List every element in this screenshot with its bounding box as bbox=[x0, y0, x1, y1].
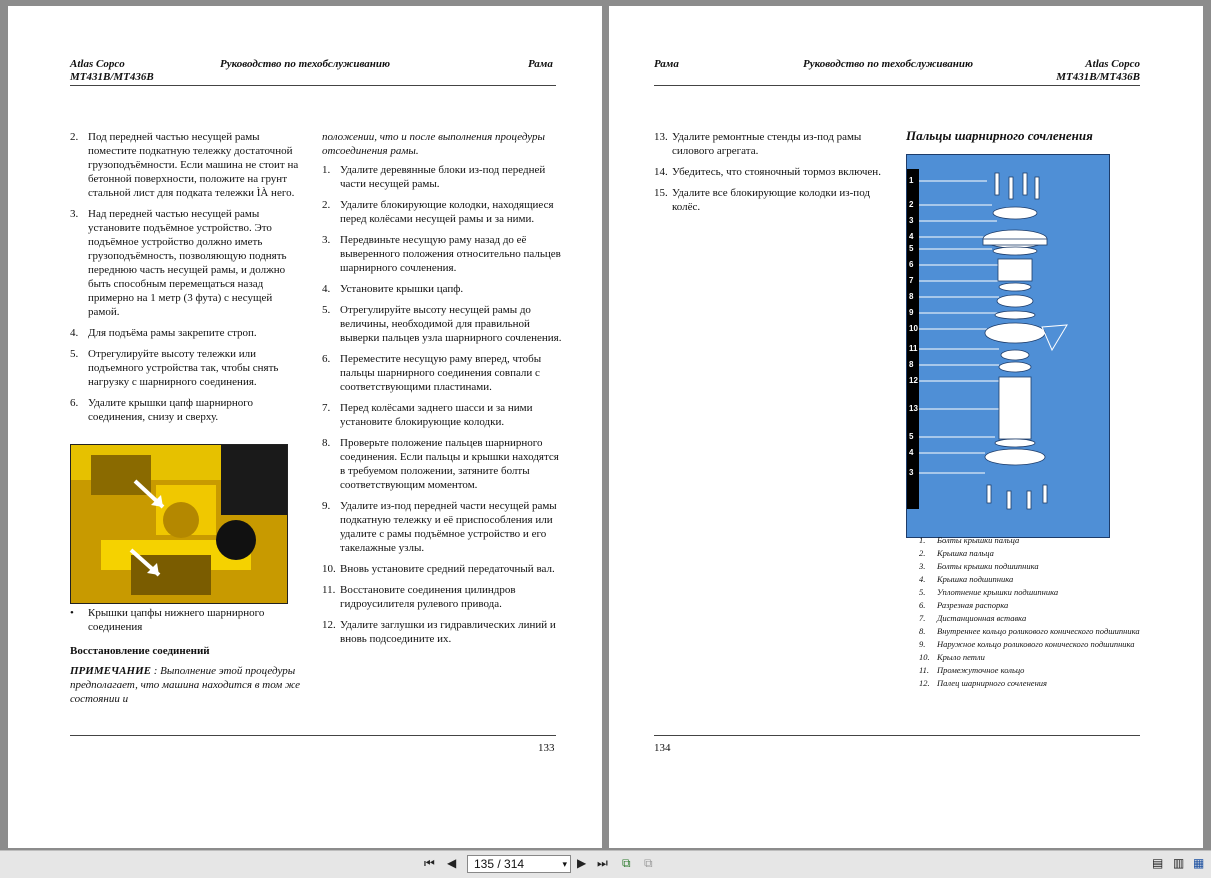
item-number: 13. bbox=[654, 131, 668, 143]
pivot-pin-exploded-diagram bbox=[906, 154, 1110, 538]
header-brand: Atlas Copco bbox=[1085, 58, 1140, 70]
header-section: Рама bbox=[654, 58, 679, 70]
header-rule bbox=[654, 85, 1140, 86]
item-number: 3. bbox=[70, 208, 79, 220]
item-text: Удалите блокирующие колодки, находящиеся перед колёсами несущей рамы и за ними. bbox=[340, 199, 554, 225]
legend-number: 2. bbox=[919, 548, 926, 558]
diagram-callout-number: 7 bbox=[909, 276, 914, 285]
note-block bbox=[70, 664, 302, 706]
item-text: Для подъёма рамы закрепите строп. bbox=[88, 327, 257, 339]
item-number: 9. bbox=[322, 500, 331, 512]
item-number: 1. bbox=[322, 164, 331, 176]
item-number: 5. bbox=[70, 348, 79, 360]
procedure-step bbox=[70, 326, 302, 340]
legend-item bbox=[919, 625, 1149, 638]
legend-item bbox=[919, 677, 1149, 690]
diagram-callout-number: 13 bbox=[909, 404, 918, 413]
right-column-1 bbox=[654, 130, 890, 221]
legend-number: 1. bbox=[919, 535, 926, 545]
item-number: 3. bbox=[322, 234, 331, 246]
bullet: • bbox=[70, 607, 74, 619]
legend-number: 10. bbox=[919, 652, 930, 662]
legend-number: 4. bbox=[919, 574, 926, 584]
item-text: Перед колёсами заднего шасси и за ними установите блокирующие колодки. bbox=[340, 402, 533, 428]
item-number: 11. bbox=[322, 584, 336, 596]
left-column-1 bbox=[70, 130, 302, 431]
procedure-step bbox=[322, 562, 562, 576]
procedure-step bbox=[70, 130, 302, 200]
procedure-step bbox=[322, 198, 562, 226]
left-column-2 bbox=[322, 163, 562, 653]
item-text: Под передней частью несущей рамы поместите подкатную тележку достаточной грузоподъёмности. Если машина не стоит на бетонной поверхности, положите на грунт стальной лист для подката тележки ÌÀ него. bbox=[88, 131, 299, 199]
two-page-view-icon[interactable]: ▦ bbox=[1193, 856, 1205, 870]
legend-text: Наружное кольцо роликового конического подшипника bbox=[937, 639, 1135, 649]
diagram-callout-number: 8 bbox=[909, 360, 914, 369]
item-number: 6. bbox=[322, 353, 331, 365]
legend-number: 12. bbox=[919, 678, 930, 688]
diagram-callout-number: 11 bbox=[909, 344, 918, 353]
item-text: Отрегулируйте высоту тележки или подъемного устройства так, чтобы снять нагрузку с шарнирного соединения. bbox=[88, 348, 279, 388]
header-brand-block bbox=[1049, 58, 1140, 84]
item-text: Вновь установите средний передаточный вал. bbox=[340, 563, 555, 575]
legend-item bbox=[919, 560, 1149, 573]
procedure-step bbox=[654, 130, 890, 158]
item-text: Установите крышки цапф. bbox=[340, 283, 464, 295]
diagram-callout-number: 8 bbox=[909, 292, 914, 301]
header-brand-block bbox=[70, 58, 154, 84]
legend-number: 11. bbox=[919, 665, 929, 675]
photo-caption: Крышки цапфы нижнего шарнирного соединения bbox=[88, 607, 265, 633]
item-number: 5. bbox=[322, 304, 331, 316]
section-title: Восстановление соединений bbox=[70, 645, 210, 657]
legend-number: 8. bbox=[919, 626, 926, 636]
viewer-toolbar bbox=[0, 850, 1211, 878]
item-text: Удалите ремонтные стенды из-под рамы силового агрегата. bbox=[672, 131, 862, 157]
legend-number: 3. bbox=[919, 561, 926, 571]
page-number: 133 bbox=[538, 742, 555, 754]
diagram-callout-number: 6 bbox=[909, 260, 914, 269]
item-number: 10. bbox=[322, 563, 336, 575]
diagram-callout-number: 9 bbox=[909, 308, 914, 317]
prev-page-icon[interactable]: ◀ bbox=[447, 856, 457, 870]
item-number: 12. bbox=[322, 619, 336, 631]
next-page-icon[interactable]: ▶ bbox=[577, 856, 587, 870]
item-text: Удалите заглушки из гидравлических линий и вновь подсоедините их. bbox=[340, 619, 556, 645]
procedure-step bbox=[70, 347, 302, 389]
legend-text: Болты крышки пальца bbox=[937, 535, 1020, 545]
item-number: 6. bbox=[70, 397, 79, 409]
diagram-callout-number: 10 bbox=[909, 324, 918, 333]
legend-item bbox=[919, 638, 1149, 651]
legend-item bbox=[919, 586, 1149, 599]
go-back-view-icon[interactable]: ⧉ bbox=[622, 856, 631, 870]
item-text: Передвиньте несущую раму назад до её выверенного положения относительно пальцев шарнирного сочленения. bbox=[340, 234, 561, 274]
diagram-callout-number: 1 bbox=[909, 176, 914, 185]
diagram-callout-number: 3 bbox=[909, 216, 914, 225]
right-page bbox=[609, 6, 1203, 848]
procedure-step bbox=[322, 303, 562, 345]
legend-item bbox=[919, 651, 1149, 664]
first-page-icon[interactable]: ⏮ bbox=[424, 856, 435, 870]
legend-text: Внутреннее кольцо роликового конического подшипника bbox=[937, 626, 1140, 636]
header-title: Руководство по техобслуживанию bbox=[220, 58, 391, 70]
procedure-step bbox=[70, 396, 302, 424]
dropdown-arrow-icon[interactable]: ▾ bbox=[562, 859, 567, 869]
item-number: 4. bbox=[322, 283, 331, 295]
item-text: Удалите из-под передней части несущей рамы подкатную тележку и её приспособления или удалите с рамы подъёмное устройство и его такелажные узлы. bbox=[340, 500, 557, 554]
header-model: MT431B/MT436B bbox=[1056, 71, 1140, 83]
procedure-step bbox=[322, 436, 562, 492]
diagram-callout-number: 3 bbox=[909, 468, 914, 477]
col2-intro: положении, что и после выполнения процедуры отсоединения рамы. bbox=[322, 131, 545, 157]
footer-rule bbox=[654, 735, 1140, 736]
item-number: 14. bbox=[654, 166, 668, 178]
legend-text: Разрезная распорка bbox=[937, 600, 1009, 610]
diagram-callout-number: 12 bbox=[909, 376, 918, 385]
last-page-icon[interactable]: ⏭ bbox=[597, 856, 608, 870]
item-number: 7. bbox=[322, 402, 331, 414]
single-page-view-icon[interactable]: ▤ bbox=[1152, 856, 1164, 870]
item-text: Над передней частью несущей рамы установите подъёмное устройство. Это подъёмное устройство должно иметь грузоподъёмность, позволяющую поднять переднюю часть несущей рамы, и должно быть способным перемещаться назад примерно на 1 метр (3 фута) с несущей рамой. bbox=[88, 208, 287, 318]
header-title: Руководство по техобслуживанию bbox=[803, 58, 974, 70]
item-text: Переместите несущую раму вперед, чтобы пальцы шарнирного соединения совпали с соответствующими пластинами. bbox=[340, 353, 542, 393]
legend-item bbox=[919, 612, 1149, 625]
diagram-legend bbox=[919, 534, 1149, 690]
page-number: 134 bbox=[654, 742, 671, 754]
legend-text: Промежуточное кольцо bbox=[937, 665, 1025, 675]
legend-text: Крышка пальца bbox=[937, 548, 994, 558]
legend-text: Палец шарнирного сочленения bbox=[937, 678, 1047, 688]
item-text: Удалите все блокирующие колодки из-под колёс. bbox=[672, 187, 870, 213]
diagram-callout-number: 2 bbox=[909, 200, 914, 209]
procedure-step bbox=[654, 186, 890, 214]
procedure-step bbox=[322, 618, 562, 646]
item-text: Удалите крышки цапф шарнирного соединения, снизу и сверху. bbox=[88, 397, 253, 423]
footer-rule bbox=[70, 735, 556, 736]
page-selector[interactable] bbox=[467, 855, 571, 873]
procedure-step bbox=[322, 282, 562, 296]
header-section: Рама bbox=[528, 58, 553, 70]
photo-pivot-cap bbox=[70, 444, 288, 604]
legend-number: 5. bbox=[919, 587, 926, 597]
item-text: Проверьте положение пальцев шарнирного соединения. Если пальцы и крышки находятся в требуемом положении, затяните болты соответствующим моментом. bbox=[340, 437, 559, 491]
procedure-step bbox=[322, 401, 562, 429]
legend-item bbox=[919, 599, 1149, 612]
diagram-callout-number: 5 bbox=[909, 244, 914, 253]
legend-number: 9. bbox=[919, 639, 926, 649]
legend-number: 6. bbox=[919, 600, 926, 610]
photo-caption-block bbox=[70, 606, 302, 641]
legend-item bbox=[919, 664, 1149, 677]
procedure-step bbox=[322, 233, 562, 275]
item-number: 2. bbox=[322, 199, 331, 211]
page-indicator: 135 / 314 bbox=[474, 857, 525, 871]
item-text: Восстановите соединения цилиндров гидроусилителя рулевого привода. bbox=[340, 584, 516, 610]
legend-text: Болты крышки подшипника bbox=[937, 561, 1039, 571]
legend-number: 7. bbox=[919, 613, 926, 623]
procedure-step bbox=[654, 165, 890, 179]
item-text: Удалите деревянные блоки из-под передней части несущей рамы. bbox=[340, 164, 546, 190]
diagram-callout-number: 4 bbox=[909, 232, 914, 241]
header-brand: Atlas Copco bbox=[70, 58, 125, 70]
procedure-step bbox=[322, 499, 562, 555]
continuous-view-icon[interactable]: ▥ bbox=[1173, 856, 1185, 870]
legend-text: Крышка подшипника bbox=[937, 574, 1014, 584]
left-page bbox=[8, 6, 602, 848]
note-text: : Выполнение этой процедуры предполагает, что машина находится в том же состоянии и bbox=[70, 665, 301, 705]
legend-text: Уплотнение крышки подшипника bbox=[937, 587, 1059, 597]
legend-text: Крыло петли bbox=[937, 652, 985, 662]
item-number: 4. bbox=[70, 327, 79, 339]
diagram-title: Пальцы шарнирного сочленения bbox=[906, 128, 1093, 143]
item-text: Отрегулируйте высоту несущей рамы до величины, необходимой для правильной выверки пальцев узла шарнирного сочленения. bbox=[340, 304, 562, 344]
procedure-step bbox=[70, 207, 302, 319]
legend-text: Дистанционная вставка bbox=[937, 613, 1027, 623]
procedure-step bbox=[322, 163, 562, 191]
header-rule bbox=[70, 85, 556, 86]
go-forward-view-icon[interactable]: ⧉ bbox=[644, 856, 653, 870]
diagram-callout-number: 5 bbox=[909, 432, 914, 441]
procedure-step bbox=[322, 352, 562, 394]
procedure-step bbox=[322, 583, 562, 611]
legend-item bbox=[919, 573, 1149, 586]
note-label: ПРИМЕЧАНИЕ bbox=[70, 665, 151, 677]
item-text: Убедитесь, что стояночный тормоз включен. bbox=[672, 166, 881, 178]
diagram-callout-number: 4 bbox=[909, 448, 914, 457]
legend-item bbox=[919, 547, 1149, 560]
item-number: 8. bbox=[322, 437, 331, 449]
item-number: 15. bbox=[654, 187, 668, 199]
header-model: MT431B/MT436B bbox=[70, 71, 154, 83]
legend-item bbox=[919, 534, 1149, 547]
item-number: 2. bbox=[70, 131, 79, 143]
